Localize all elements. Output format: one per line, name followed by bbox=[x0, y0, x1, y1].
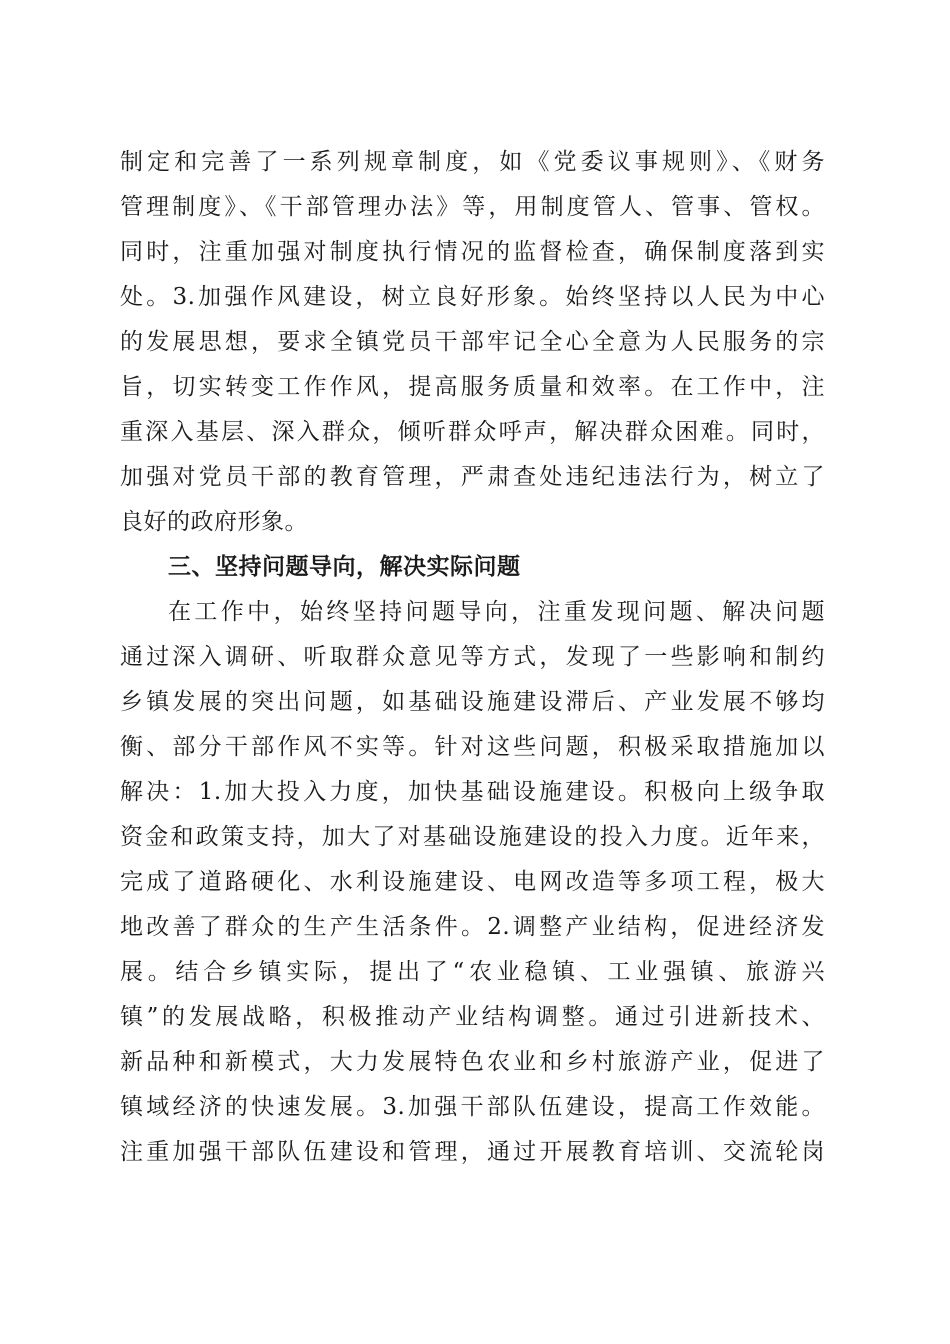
text-line: 衡、部分干部作风不实等。针对这些问题，积极采取措施加以 bbox=[120, 734, 825, 760]
text-line: 镇域经济的快速发展。3.加强干部队伍建设，提高工作效能。 bbox=[120, 1094, 825, 1120]
text-line: 重深入基层、深入群众，倾听群众呼声，解决群众困难。同时， bbox=[120, 419, 825, 445]
section-heading: 三、坚持问题导向，解决实际问题 bbox=[168, 554, 521, 580]
text-line: 在工作中，始终坚持问题导向，注重发现问题、解决问题 bbox=[168, 599, 825, 625]
text-line: 良好的政府形象。 bbox=[120, 509, 308, 535]
text-line: 新品种和新模式，大力发展特色农业和乡村旅游产业，促进了 bbox=[120, 1049, 825, 1075]
text-line: 乡镇发展的突出问题，如基础设施建设滞后、产业发展不够均 bbox=[120, 689, 825, 715]
text-line: 制定和完善了一系列规章制度，如《党委议事规则》、《财务 bbox=[120, 149, 825, 175]
text-line: 解决：1.加大投入力度，加快基础设施建设。积极向上级争取 bbox=[120, 779, 825, 805]
text-line: 注重加强干部队伍建设和管理，通过开展教育培训、交流轮岗 bbox=[120, 1139, 825, 1165]
text-line: 展。结合乡镇实际，提出了“农业稳镇、工业强镇、旅游兴 bbox=[120, 959, 825, 985]
text-line: 管理制度》、《干部管理办法》等，用制度管人、管事、管权。 bbox=[120, 194, 825, 220]
text-line: 旨，切实转变工作作风，提高服务质量和效率。在工作中，注 bbox=[120, 374, 825, 400]
text-line: 的发展思想，要求全镇党员干部牢记全心全意为人民服务的宗 bbox=[120, 329, 825, 355]
text-line: 通过深入调研、听取群众意见等方式，发现了一些影响和制约 bbox=[120, 644, 825, 670]
text-line: 镇”的发展战略，积极推动产业结构调整。通过引进新技术、 bbox=[120, 1004, 825, 1030]
text-line: 资金和政策支持，加大了对基础设施建设的投入力度。近年来， bbox=[120, 824, 825, 850]
document-body bbox=[120, 140, 825, 1175]
text-line: 完成了道路硬化、水利设施建设、电网改造等多项工程，极大 bbox=[120, 869, 825, 895]
text-line: 处。3.加强作风建设，树立良好形象。始终坚持以人民为中心 bbox=[120, 284, 825, 310]
text-line: 加强对党员干部的教育管理，严肃查处违纪违法行为，树立了 bbox=[120, 464, 825, 490]
text-line: 地改善了群众的生产生活条件。2.调整产业结构，促进经济发 bbox=[120, 914, 825, 940]
text-line: 同时，注重加强对制度执行情况的监督检查，确保制度落到实 bbox=[120, 239, 825, 265]
